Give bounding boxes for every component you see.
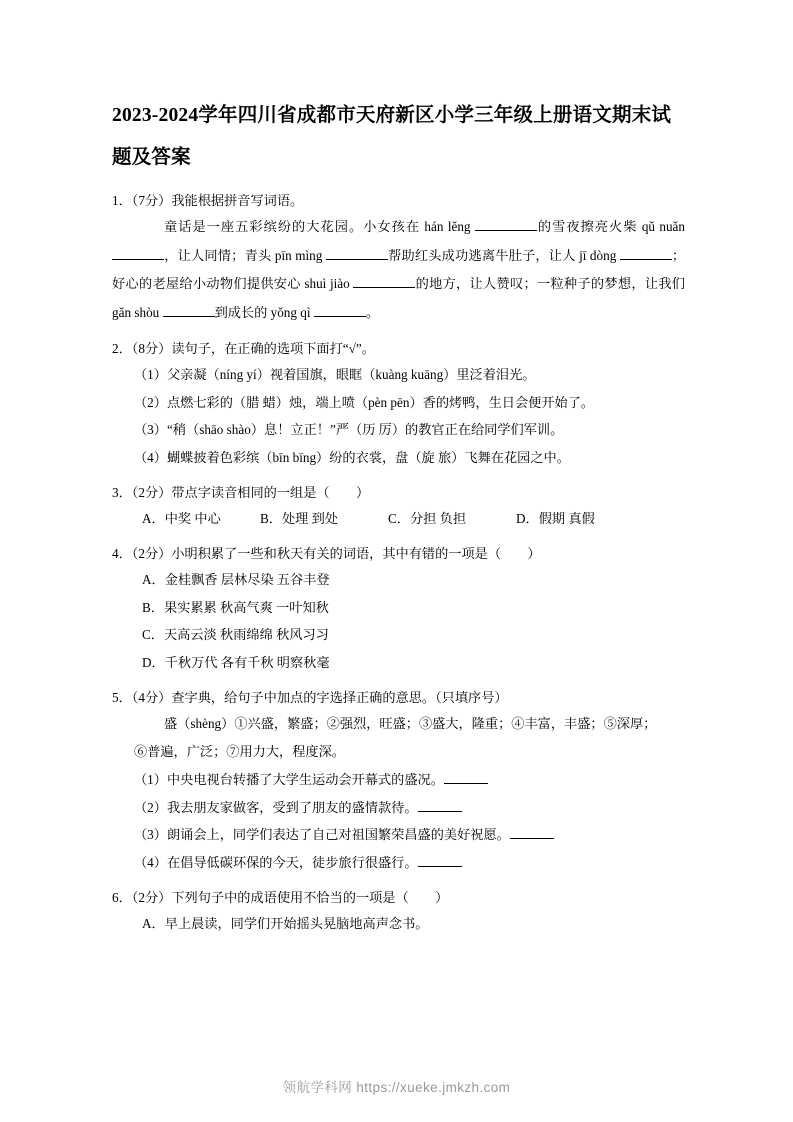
question-6-option-a[interactable]: A．早上晨读，同学们开始摇头晃脑地高声念书。 <box>142 916 429 931</box>
q1-part-6: 到成长的 yǒng qì <box>214 304 314 320</box>
q1-blank-7[interactable] <box>314 303 366 317</box>
q1-part-5: 的地方，让人赞叹；一粒种子的梦想，让我们gǎn shòu <box>112 276 685 320</box>
question-1-body <box>112 213 685 327</box>
question-5-item-2 <box>112 794 685 822</box>
q1-blank-1[interactable] <box>475 217 537 231</box>
question-5-item-3 <box>112 821 685 849</box>
question-2 <box>112 338 685 471</box>
question-5-item-4-text: （4）在倡导低碳环保的今天，徒步旅行很盛行。 <box>134 854 418 870</box>
question-5 <box>112 687 685 876</box>
q1-part-3: 帮助红头成功逃离牛肚子，让人 jī dòng <box>387 247 620 263</box>
page-footer: 领航学科网 https://xueke.jmkzh.com <box>282 1080 511 1095</box>
question-4-head: 4．（2分）小明积累了一些和秋天有关的词语，其中有错的一项是（ ） <box>112 546 541 561</box>
question-4-option-c[interactable]: C．天高云淡 秋雨绵绵 秋风习习 <box>142 627 329 642</box>
question-5-item-1 <box>112 766 685 794</box>
question-5-blank-2[interactable] <box>418 798 462 812</box>
question-4-option-a[interactable]: A．金桂飘香 层林尽染 五谷丰登 <box>142 572 330 587</box>
question-6 <box>112 887 685 938</box>
question-1-head: 1．（7分）我能根据拼音写词语。 <box>112 193 304 208</box>
page-title: 2023-2024学年四川省成都市天府新区小学三年级上册语文期末试题及答案 <box>112 105 672 168</box>
question-3-option-a[interactable]: A．中奖 中心 <box>142 511 221 526</box>
q1-part-2: ，让人同情；青头 pīn mìng <box>164 247 326 263</box>
question-1 <box>112 190 685 327</box>
question-2-item-4: （4）蝴蝶披着色彩缤（bīn bīng）纷的衣裳，盘（旋 旅）飞舞在花园之中。 <box>134 449 570 465</box>
q1-blank-4[interactable] <box>620 246 672 260</box>
question-5-item-1-text: （1）中央电视台转播了大学生运动会开幕式的盛况。 <box>134 772 444 787</box>
question-3-options <box>112 505 685 532</box>
q1-blank-5[interactable] <box>353 274 415 288</box>
question-4-option-d[interactable]: D．千秋万代 各有千秋 明察秋毫 <box>142 654 330 670</box>
q1-blank-6[interactable] <box>163 303 215 317</box>
question-5-dict-line-2: ⑥普遍，广泛；⑦用力大，程度深。 <box>134 744 345 759</box>
question-5-item-4 <box>112 849 685 877</box>
question-5-item-3-text: （3）朗诵会上，同学们表达了自己对祖国繁荣昌盛的美好祝愿。 <box>134 827 510 842</box>
question-5-dict-line-1: 盛（shèng）①兴盛，繁盛；②强烈，旺盛；③盛大，隆重；④丰富，丰盛；⑤深厚； <box>164 716 657 731</box>
question-5-blank-4[interactable] <box>418 853 462 867</box>
question-4 <box>112 543 685 676</box>
question-5-blank-3[interactable] <box>510 825 554 839</box>
question-2-item-3: （3）“稍（shāo shào）息！立正！”严（历 厉）的教官正在给同学们军训。 <box>134 422 564 437</box>
question-4-option-b[interactable]: B．果实累累 秋高气爽 一叶知秋 <box>142 599 329 615</box>
question-3 <box>112 482 685 532</box>
question-6-head: 6．（2分）下列句子中的成语使用不恰当的一项是（ ） <box>112 890 449 905</box>
question-5-head: 5．（4分）查字典，给句子中加点的字选择正确的意思。（只填序号） <box>112 690 508 705</box>
q1-part-1: 的雪夜擦亮火柴 qǔ nuǎn <box>536 219 685 234</box>
question-2-item-2: （2）点燃七彩的（腊 蜡）烛，端上喷（pèn pēn）香的烤鸭，生日会便开始了。 <box>134 394 595 410</box>
q1-part-7: 。 <box>365 304 380 320</box>
question-3-option-b[interactable]: B．处理 到处 <box>260 511 339 526</box>
q1-blank-3[interactable] <box>326 246 388 260</box>
question-2-item-1: （1）父亲凝（níng yí）视着国旗，眼眶（kuàng kuāng）里泛着泪光。 <box>134 367 536 382</box>
q1-part-0: 童话是一座五彩缤纷的大花园。小女孩在 hán lěng <box>164 219 475 234</box>
question-5-blank-1[interactable] <box>444 770 488 784</box>
question-3-option-c[interactable]: C．分担 负担 <box>388 511 467 526</box>
q1-part-4: ；好心的老屋给小动物们提供安心 shuì jiào <box>112 247 686 291</box>
question-3-head: 3．（2分）带点字读音相同的一组是（ ） <box>112 485 370 500</box>
q1-blank-2[interactable] <box>112 246 164 260</box>
question-5-item-2-text: （2）我去朋友家做客，受到了朋友的盛情款待。 <box>134 799 418 815</box>
question-3-option-d[interactable]: D．假期 真假 <box>516 511 595 526</box>
question-2-head: 2．（8分）读句子，在正确的选项下面打“√”。 <box>112 341 375 356</box>
